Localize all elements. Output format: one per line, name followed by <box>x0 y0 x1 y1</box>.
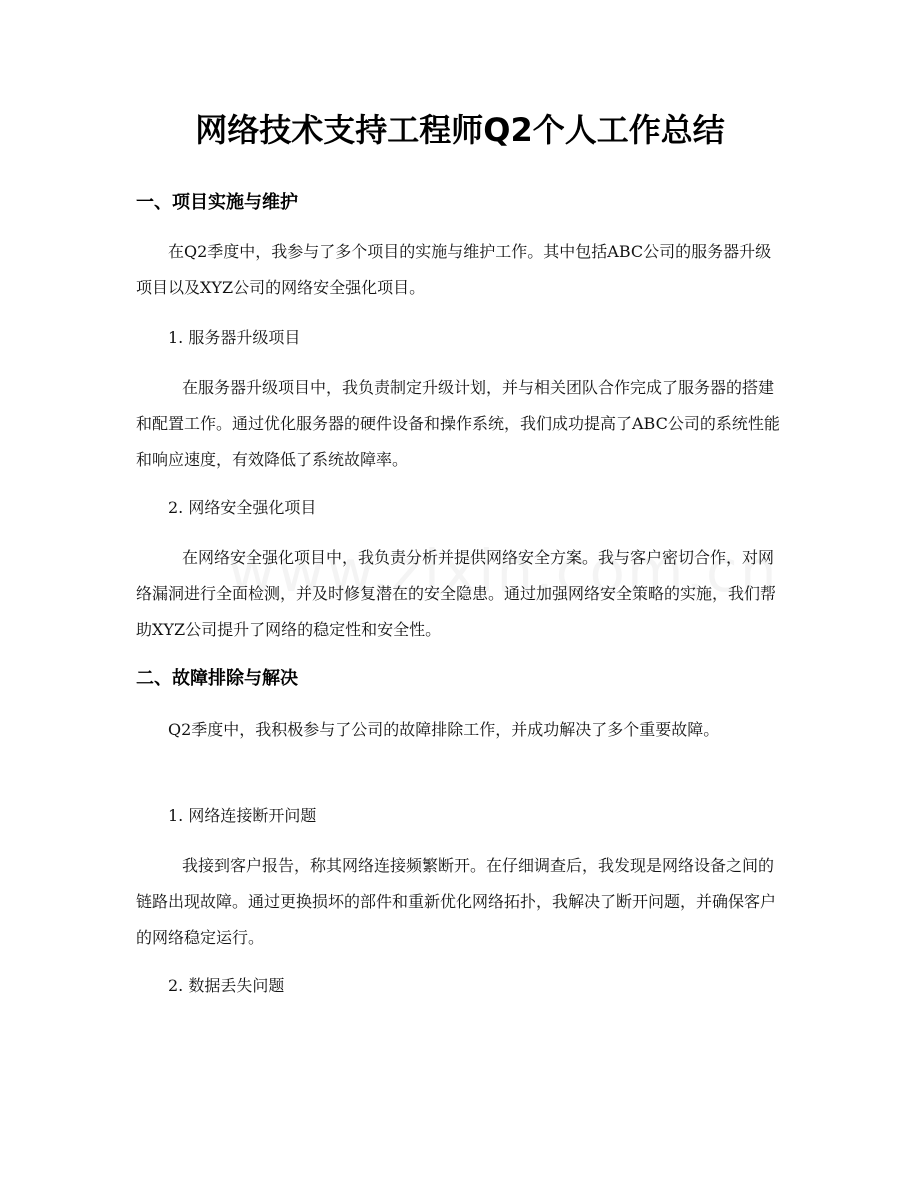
subsection-label-connection-drop: 1. 网络连接断开问题 <box>168 806 317 825</box>
subsection-label-data-loss: 2. 数据丢失问题 <box>168 976 285 995</box>
subsection-text-connection-drop: 我接到客户报告，称其网络连接频繁断开。在仔细调查后，我发现是网络设备之间的链路出现故障。通过更换损坏的部件和重新优化网络拓扑，我解决了断开问题，并确保客户的网络稳定运行。 <box>136 856 777 947</box>
document-title: 网络技术支持工程师Q2个人工作总结 <box>195 111 725 149</box>
subsection-label-network-security: 2. 网络安全强化项目 <box>168 498 317 517</box>
section-heading-project: 一、项目实施与维护 <box>136 192 298 213</box>
section-intro-project: 在Q2季度中，我参与了多个项目的实施与维护工作。其中包括ABC公司的服务器升级项目以及XYZ公司的网络安全强化项目。 <box>136 242 772 297</box>
section-intro-troubleshooting: Q2季度中，我积极参与了公司的故障排除工作，并成功解决了多个重要故障。 <box>168 720 720 739</box>
subsection-text-server-upgrade: 在服务器升级项目中，我负责制定升级计划，并与相关团队合作完成了服务器的搭建和配置工作。通过优化服务器的硬件设备和操作系统，我们成功提高了ABC公司的系统性能和响应速度，有效降低了系统故障率。 <box>136 378 780 469</box>
section-heading-troubleshooting: 二、故障排除与解决 <box>136 668 298 689</box>
subsection-text-network-security: 在网络安全强化项目中，我负责分析并提供网络安全方案。我与客户密切合作，对网络漏洞进行全面检测，并及时修复潜在的安全隐患。通过加强网络安全策略的实施，我们帮助XYZ公司提升了网络的稳定性和安全性。 <box>136 548 777 639</box>
subsection-label-server-upgrade: 1. 服务器升级项目 <box>168 328 301 347</box>
